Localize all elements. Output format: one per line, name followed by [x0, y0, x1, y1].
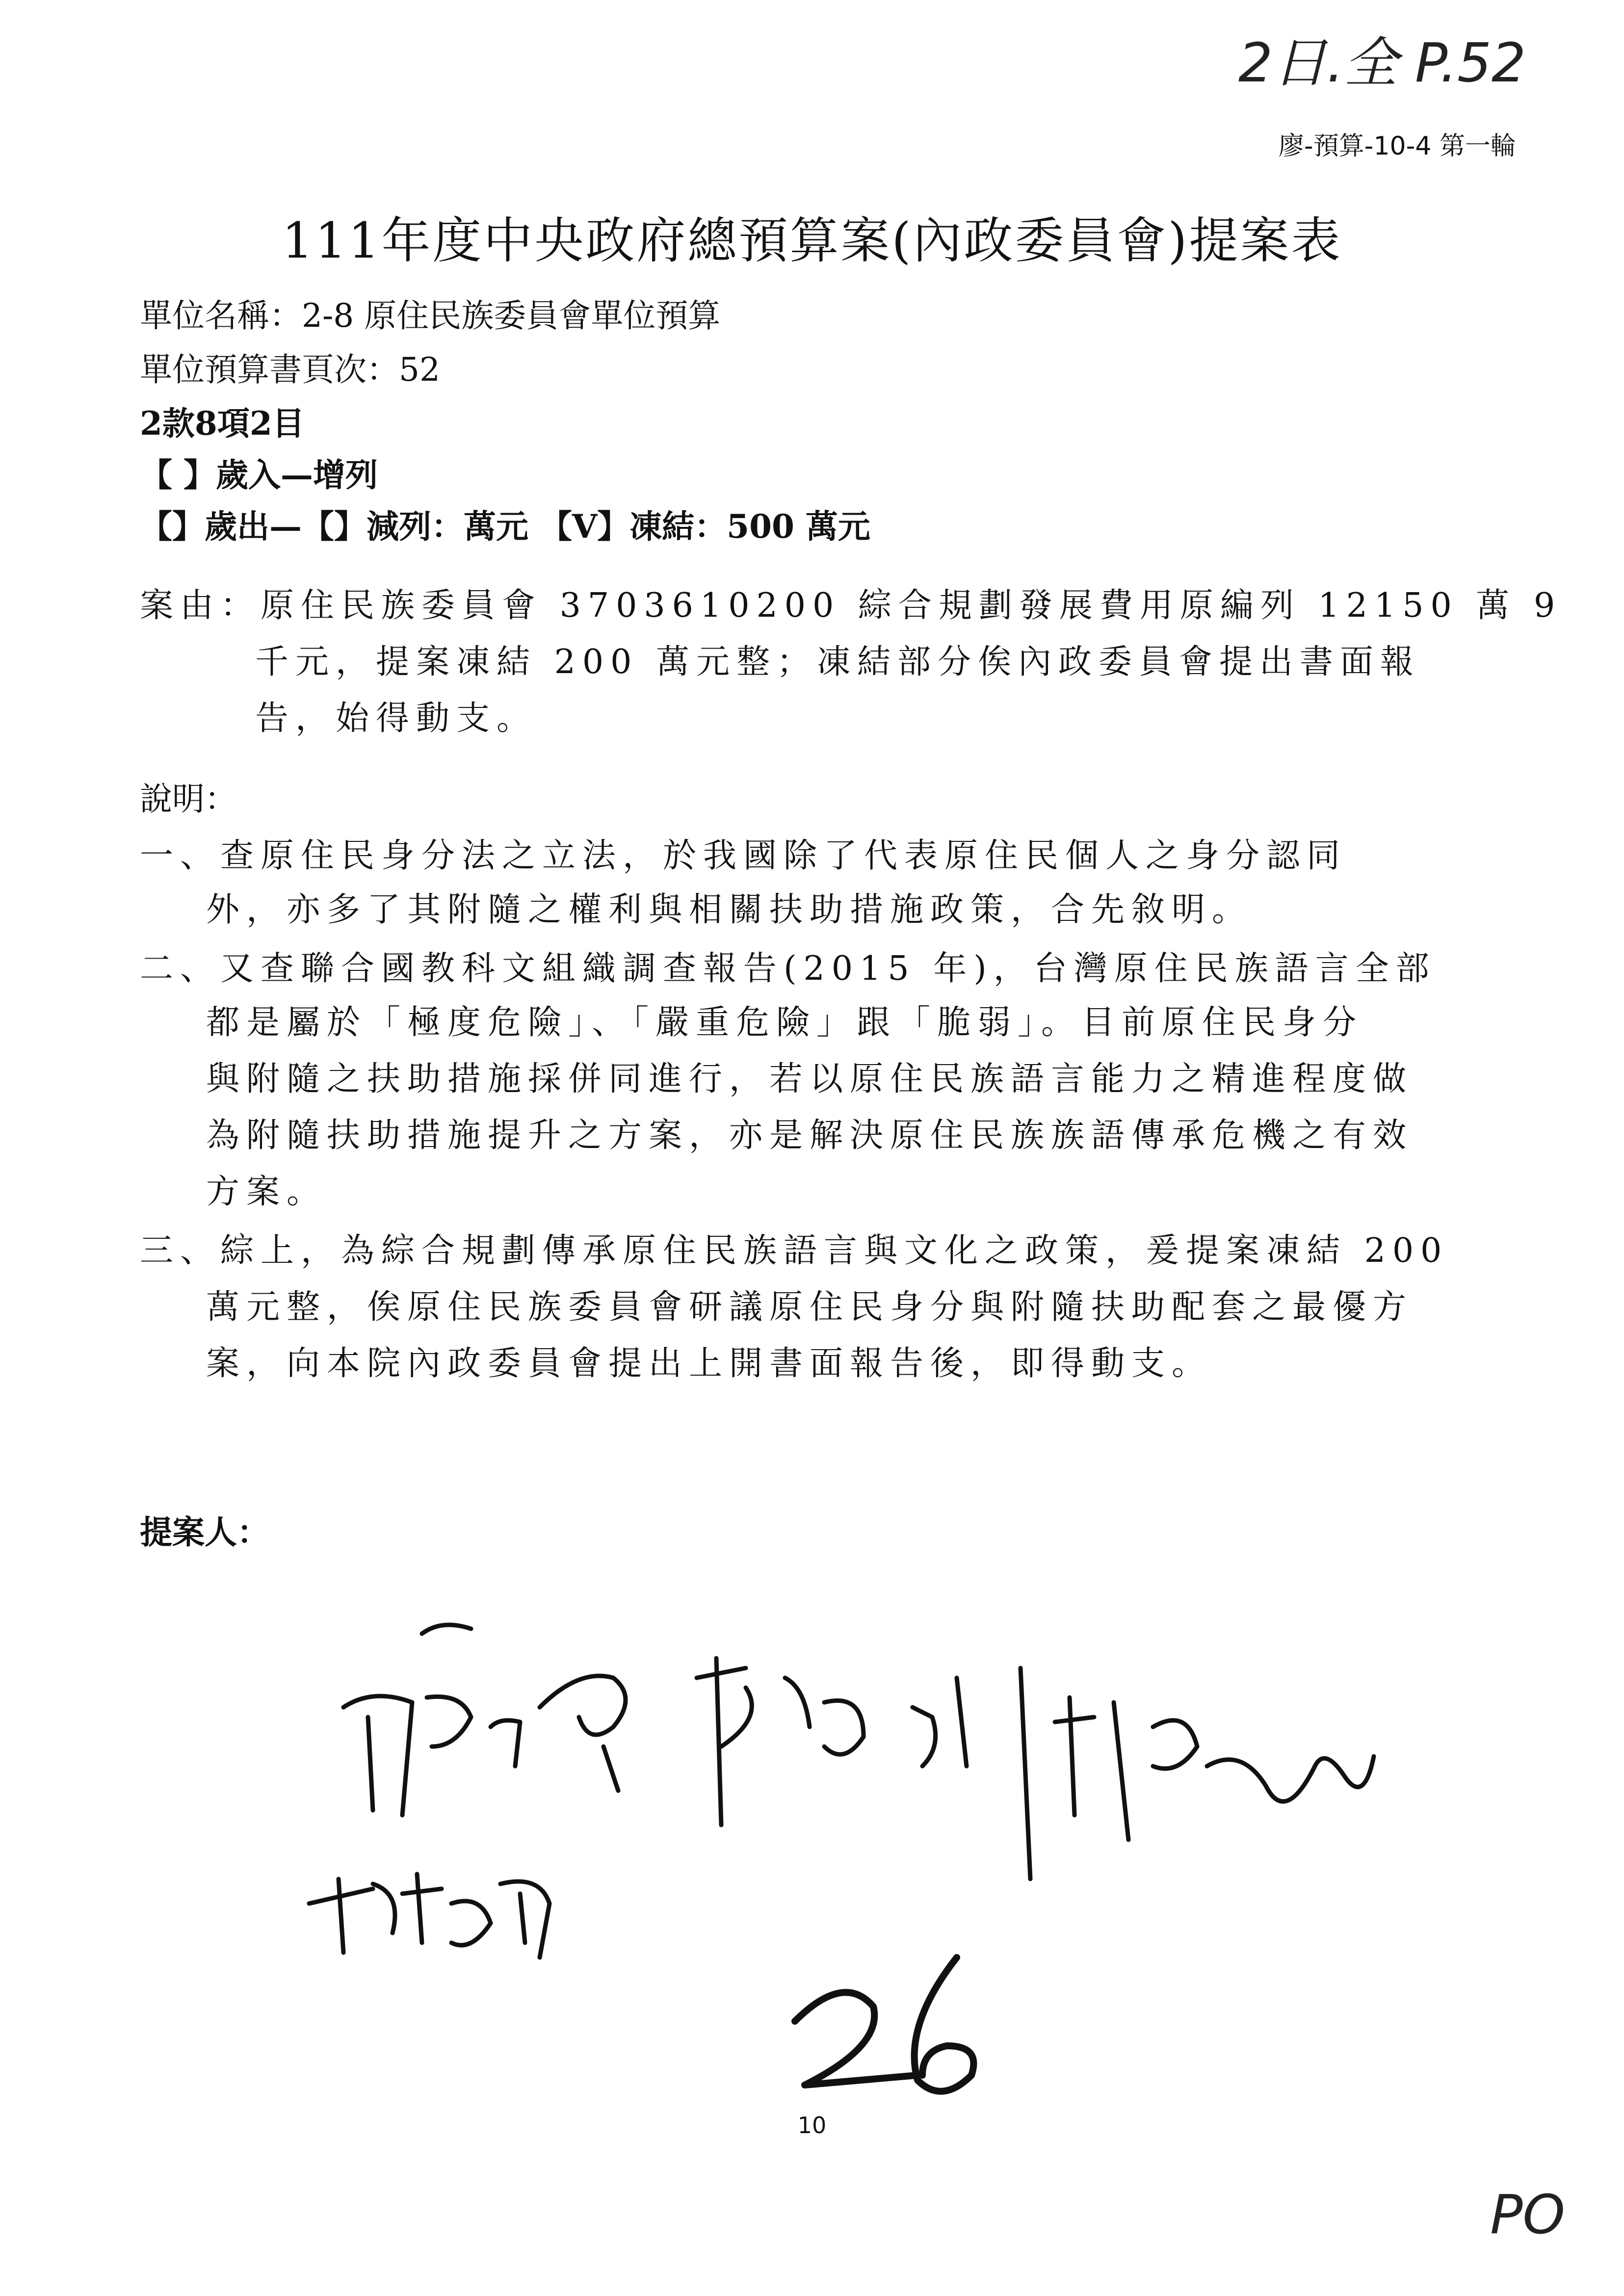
item-1-line-2: 外，亦多了其附隨之權利與相關扶助措施政策，合先敘明。 [206, 890, 1253, 929]
item-3-line-3: 案，向本院內政委員會提出上開書面報告後，即得動支。 [206, 1344, 1212, 1383]
proposer-label: 提案人： [140, 1513, 269, 1551]
case-line-3: 告，始得動支。 [255, 699, 537, 738]
unit-page: 單位預算書頁次：52 [140, 351, 440, 389]
signature-3 [1055, 1697, 1374, 1840]
page-number: 10 [797, 2112, 827, 2139]
signature-4 [309, 1874, 550, 1957]
revenue-line: 【 】歲入—增列 [140, 456, 378, 494]
document-code: 廖-預算-10-4 第一輪 [1278, 131, 1516, 161]
handwritten-number [795, 1957, 973, 2091]
item-2-line-4: 為附隨扶助措施提升之方案，亦是解決原住民族族語傳承危機之有效 [206, 1116, 1414, 1155]
signature-2 [697, 1658, 1030, 1879]
footer-note: PO [1490, 2183, 1565, 2246]
item-2-line-3: 與附隨之扶助措施採併同進行，若以原住民族語言能力之精進程度做 [206, 1060, 1414, 1098]
case-line-2: 千元，提案凍結 200 萬元整；凍結部分俟內政委員會提出書面報 [255, 643, 1421, 681]
explain-label: 說明： [140, 780, 237, 818]
handwritten-corner-note: 2日.全 P.52 [1238, 31, 1526, 94]
item-2-line-1: 二、又查聯合國教科文組織調查報告(2015 年)，台灣原住民族語言全部 [140, 949, 1436, 988]
item-3-line-2: 萬元整，俟原住民族委員會研議原住民身分與附隨扶助配套之最優方 [206, 1288, 1414, 1327]
case-line-1: 案由：原住民族委員會 3703610200 綜合規劃發展費用原編列 12150 萬 9 [140, 586, 1562, 625]
item-1-line-1: 一、查原住民身分法之立法，於我國除了代表原住民個人之身分認同 [140, 836, 1347, 875]
page-title: 111年度中央政府總預算案(內政委員會)提案表 [282, 212, 1342, 269]
item-3-line-1: 三、綜上，為綜合規劃傳承原住民族語言與文化之政策，爰提案凍結 200 [140, 1231, 1449, 1270]
unit-name: 單位名稱：2-8 原住民族委員會單位預算 [140, 297, 721, 335]
expenditure-line: 【】歲出—【】減列：萬元 【V】凍結：500 萬元 [140, 507, 870, 546]
signature-1 [343, 1625, 626, 1815]
budget-item: 2款8項2目 [140, 404, 305, 443]
item-2-line-5: 方案。 [206, 1173, 327, 1211]
item-2-line-2: 都是屬於「極度危險」、「嚴重危險」跟「脆弱」。目前原住民身分 [206, 1003, 1363, 1042]
